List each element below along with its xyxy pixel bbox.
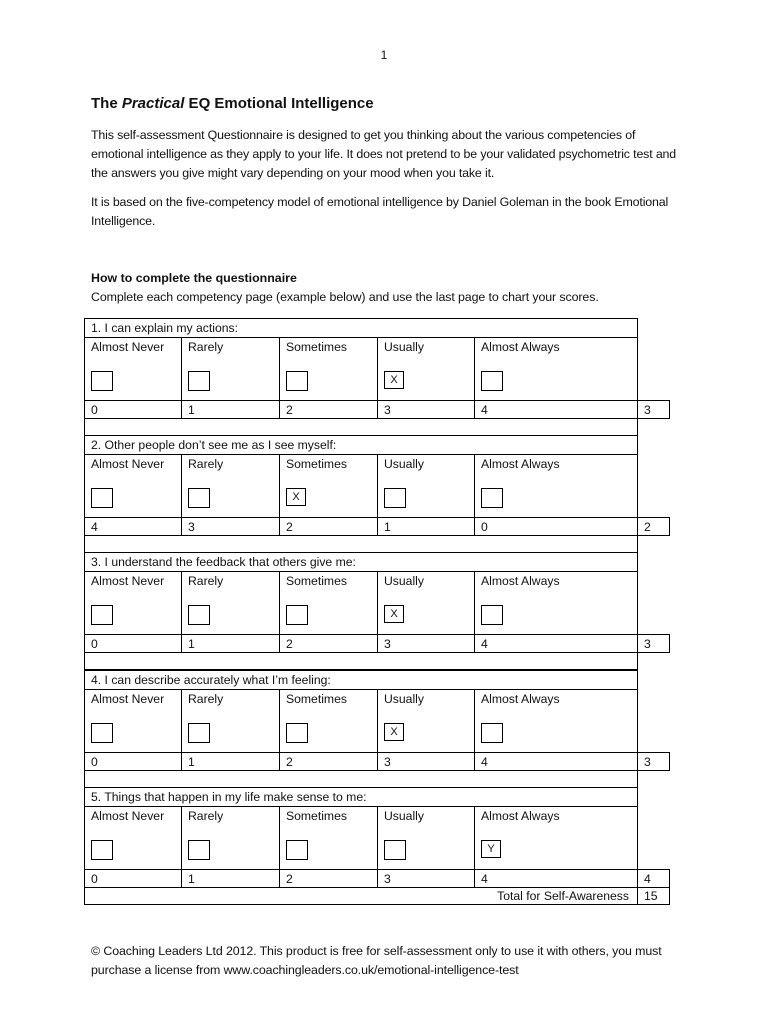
- checkbox[interactable]: [481, 723, 503, 743]
- scale-label: Almost Never: [91, 340, 165, 354]
- score-value: 1: [188, 637, 195, 651]
- checkbox[interactable]: [286, 723, 308, 743]
- page-title: [91, 95, 374, 112]
- table-rule: [84, 418, 638, 419]
- title-prefix: The: [91, 95, 122, 112]
- result-value: 3: [644, 403, 651, 417]
- total-row-rule: [637, 887, 638, 904]
- question-label: 4. I can describe accurately what I’m feeling:: [91, 673, 331, 687]
- result-value: 3: [644, 637, 651, 651]
- result-box-rule: [637, 652, 670, 653]
- title-emphasis: Practical: [121, 95, 185, 112]
- scale-label: Almost Always: [481, 809, 560, 823]
- score-value: 0: [91, 637, 98, 651]
- checkbox[interactable]: [188, 488, 210, 508]
- result-value: 4: [644, 872, 651, 886]
- scale-label: Usually: [384, 340, 424, 354]
- score-value: 3: [384, 872, 391, 886]
- checkbox[interactable]: [384, 840, 406, 860]
- result-box-rule: [637, 634, 670, 635]
- result-box-rule: [637, 770, 670, 771]
- checkbox-marked[interactable]: [384, 605, 404, 623]
- table-rule: [84, 552, 638, 553]
- result-box-rule: [669, 400, 670, 418]
- table-rule: [279, 806, 280, 887]
- total-label: Total for Self-Awareness: [497, 889, 629, 903]
- checkbox-mark: X: [390, 608, 398, 620]
- scale-label: Usually: [384, 692, 424, 706]
- checkbox[interactable]: [91, 488, 113, 508]
- checkbox-marked[interactable]: [481, 840, 501, 858]
- table-rule: [377, 337, 378, 418]
- score-value: 3: [188, 520, 195, 534]
- table-rule: [84, 517, 638, 518]
- checkbox[interactable]: [481, 488, 503, 508]
- score-value: 4: [481, 755, 488, 769]
- table-rule: [181, 806, 182, 887]
- scale-label: Almost Never: [91, 574, 165, 588]
- scale-label: Almost Always: [481, 340, 560, 354]
- scale-label: Sometimes: [286, 692, 347, 706]
- checkbox[interactable]: [91, 723, 113, 743]
- score-value: 1: [188, 755, 195, 769]
- score-value: 0: [481, 520, 488, 534]
- scale-label: Usually: [384, 574, 424, 588]
- table-rule: [181, 454, 182, 535]
- result-value: 2: [644, 520, 651, 534]
- table-rule: [84, 787, 638, 788]
- result-box-rule: [669, 517, 670, 535]
- checkbox[interactable]: [188, 723, 210, 743]
- table-rule: [84, 806, 638, 807]
- score-value: 2: [286, 872, 293, 886]
- scale-label: Sometimes: [286, 340, 347, 354]
- table-rule: [84, 887, 670, 888]
- score-value: 1: [188, 403, 195, 417]
- score-value: 3: [384, 637, 391, 651]
- table-rule: [181, 337, 182, 418]
- question-label: 5. Things that happen in my life make sense to me:: [91, 790, 367, 804]
- checkbox[interactable]: [481, 371, 503, 391]
- checkbox[interactable]: [188, 371, 210, 391]
- result-value: 3: [644, 755, 651, 769]
- table-rule: [377, 689, 378, 770]
- result-box-rule: [637, 535, 670, 536]
- result-box-rule: [669, 752, 670, 770]
- table-rule: [637, 787, 638, 887]
- scale-label: Sometimes: [286, 809, 347, 823]
- table-rule: [84, 435, 638, 436]
- scale-label: Almost Always: [481, 692, 560, 706]
- checkbox[interactable]: [91, 840, 113, 860]
- total-value: 15: [644, 889, 658, 903]
- scale-label: Rarely: [188, 692, 224, 706]
- title-suffix: EQ Emotional Intelligence: [184, 95, 374, 112]
- checkbox[interactable]: [286, 605, 308, 625]
- score-value: 2: [286, 755, 293, 769]
- score-value: 2: [286, 403, 293, 417]
- scale-label: Rarely: [188, 809, 224, 823]
- scale-label: Rarely: [188, 457, 224, 471]
- table-rule: [84, 337, 638, 338]
- checkbox[interactable]: [286, 371, 308, 391]
- table-rule: [84, 571, 638, 572]
- result-box-rule: [637, 517, 670, 518]
- page-number: 1: [380, 48, 388, 62]
- checkbox[interactable]: [188, 605, 210, 625]
- howto-text: Complete each competency page (example below) and use the last page to chart your scores.: [91, 290, 599, 304]
- score-value: 4: [91, 520, 98, 534]
- scale-label: Almost Always: [481, 574, 560, 588]
- question-label: 1. I can explain my actions:: [91, 321, 238, 335]
- table-rule: [474, 454, 475, 535]
- scale-label: Usually: [384, 457, 424, 471]
- result-box-rule: [669, 869, 670, 887]
- table-rule: [84, 318, 85, 435]
- score-value: 1: [384, 520, 391, 534]
- table-rule: [377, 571, 378, 652]
- total-row-rule: [84, 904, 670, 905]
- question-label: 2. Other people don’t see me as I see myself:: [91, 438, 337, 452]
- questionnaire-table: [84, 318, 674, 908]
- howto-heading: How to complete the questionnaire: [91, 271, 297, 285]
- table-rule: [84, 318, 638, 319]
- table-rule: [84, 454, 638, 455]
- score-value: 4: [481, 403, 488, 417]
- score-value: 0: [91, 403, 98, 417]
- result-box-rule: [637, 752, 670, 753]
- copyright-footer: © Coaching Leaders Ltd 2012. This product is free for self-assessment only to use it with others, you must purchase a license from www.coachingleaders.co.uk/emotional-intelligence-test: [91, 944, 662, 977]
- table-rule: [377, 806, 378, 887]
- table-rule: [279, 337, 280, 418]
- score-value: 0: [91, 755, 98, 769]
- checkbox[interactable]: [91, 605, 113, 625]
- checkbox[interactable]: [91, 371, 113, 391]
- checkbox-marked[interactable]: [384, 371, 404, 389]
- table-rule: [279, 689, 280, 770]
- table-rule: [474, 571, 475, 652]
- checkbox-mark: Y: [487, 843, 495, 855]
- scale-label: Usually: [384, 809, 424, 823]
- table-rule: [84, 689, 638, 690]
- table-rule: [279, 571, 280, 652]
- intro-paragraph: This self-assessment Questionnaire is designed to get you thinking about the various competencies of emotional intelligence as they apply to your life. It does not pretend to be your validated psychometric test and the answers you give might vary depending on your mood when you take it.: [91, 128, 677, 180]
- checkbox[interactable]: [384, 488, 406, 508]
- table-rule: [84, 552, 85, 669]
- checkbox-mark: X: [390, 726, 398, 738]
- scale-label: Almost Always: [481, 457, 560, 471]
- total-row-rule: [669, 887, 670, 904]
- checkbox-mark: X: [390, 374, 398, 386]
- score-value: 3: [384, 755, 391, 769]
- question-label: 3. I understand the feedback that others give me:: [91, 555, 356, 569]
- score-value: 4: [481, 872, 488, 886]
- score-value: 2: [286, 637, 293, 651]
- scale-label: Rarely: [188, 574, 224, 588]
- table-rule: [181, 689, 182, 770]
- score-value: 0: [91, 872, 98, 886]
- table-rule: [84, 634, 638, 635]
- score-value: 3: [384, 403, 391, 417]
- score-value: 4: [481, 637, 488, 651]
- table-rule: [474, 337, 475, 418]
- scale-label: Almost Never: [91, 692, 165, 706]
- table-rule: [84, 787, 85, 887]
- result-box-rule: [637, 400, 670, 401]
- model-paragraph: It is based on the five-competency model of emotional intelligence by Daniel Goleman in the book Emotional Intelligence.: [91, 195, 669, 228]
- table-rule: [84, 770, 638, 771]
- scale-label: Almost Never: [91, 457, 165, 471]
- table-rule: [84, 435, 85, 552]
- result-box-rule: [669, 634, 670, 652]
- table-rule: [84, 652, 638, 653]
- table-rule: [474, 806, 475, 887]
- scale-label: Sometimes: [286, 457, 347, 471]
- scale-label: Sometimes: [286, 574, 347, 588]
- checkbox-marked[interactable]: [286, 488, 306, 506]
- table-rule: [84, 535, 638, 536]
- checkbox-marked[interactable]: [384, 723, 404, 741]
- score-value: 1: [188, 872, 195, 886]
- table-rule: [84, 670, 638, 671]
- table-rule: [181, 571, 182, 652]
- table-rule: [84, 400, 638, 401]
- result-box-rule: [637, 418, 670, 419]
- scale-label: Almost Never: [91, 809, 165, 823]
- table-rule: [474, 689, 475, 770]
- checkbox[interactable]: [286, 840, 308, 860]
- table-rule: [84, 670, 85, 787]
- checkbox[interactable]: [481, 605, 503, 625]
- scale-label: Rarely: [188, 340, 224, 354]
- table-rule: [377, 454, 378, 535]
- checkbox[interactable]: [188, 840, 210, 860]
- table-rule: [279, 454, 280, 535]
- checkbox-mark: X: [292, 491, 300, 503]
- score-value: 2: [286, 520, 293, 534]
- table-rule: [84, 752, 638, 753]
